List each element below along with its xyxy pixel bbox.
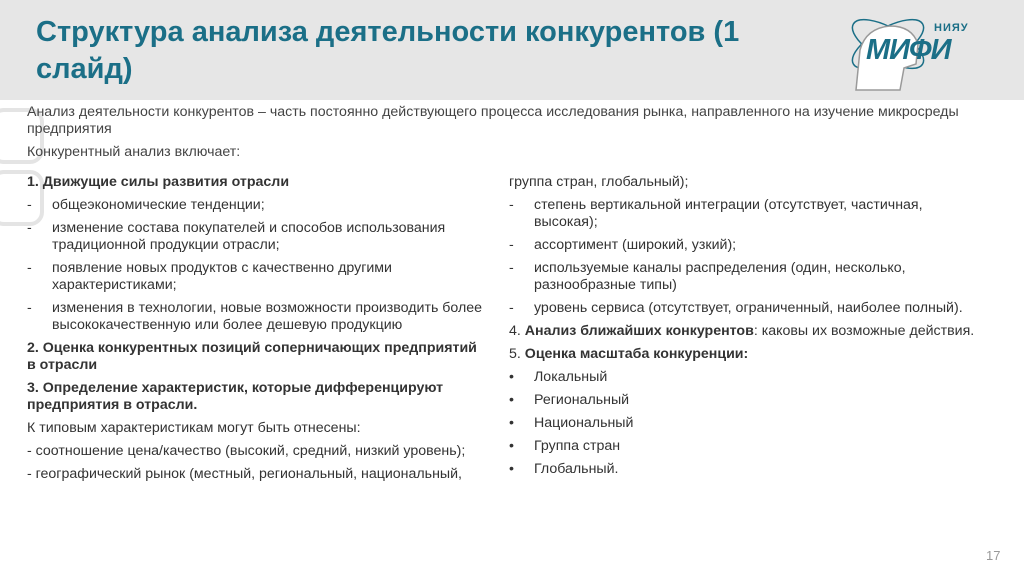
point-4-rest: : каковы их возможные действия.: [753, 323, 975, 339]
list-item: - используемые каналы распределения (один, несколько, разнообразные типы): [509, 260, 989, 294]
list-item: - уровень сервиса (отсутствует, ограниченный, наиболее полный).: [509, 300, 989, 317]
continuation-line: группа стран, глобальный);: [509, 174, 689, 190]
point-5-bold: Оценка масштаба конкуренции:: [524, 346, 749, 362]
typical-lead: К типовым характеристикам могут быть отнесены:: [27, 420, 361, 436]
char-line: - географический рынок (местный, региональный, национальный,: [27, 466, 462, 482]
bullet-text: Группа стран: [534, 438, 621, 454]
bullet-item: • Национальный: [509, 415, 634, 431]
point-4-bold: Анализ ближайших конкурентов: [524, 323, 754, 339]
slide-title: Структура анализа деятельности конкурентов (1 слайд): [36, 16, 740, 85]
right-column: [509, 174, 989, 484]
page-number: 17: [986, 548, 1001, 563]
logo-text-big: МИФИ: [866, 34, 951, 66]
bullet-text: Глобальный.: [534, 461, 619, 477]
list-item-text: появление новых продуктов с качественно другими характеристиками;: [52, 260, 392, 293]
bullet-text: Локальный: [534, 369, 608, 385]
point-4: [509, 323, 989, 340]
bullet-item: • Локальный: [509, 369, 608, 385]
list-item-text: изменение состава покупателей и способов использования традиционной продукции отрасли;: [52, 220, 446, 253]
bullet-text: Региональный: [534, 392, 630, 408]
list-item-text: используемые каналы распределения (один, несколько, разнообразные типы): [534, 260, 906, 293]
list-item: - появление новых продуктов с качественно другими характеристиками;: [27, 260, 489, 294]
bullet-text: Национальный: [534, 415, 634, 431]
list-item-text: изменения в технологии, новые возможности производить более высококачественную или более дешевую продукцию: [52, 300, 483, 333]
point-5-num: 5.: [509, 346, 525, 362]
list-item: - изменение состава покупателей и способов использования традиционной продукции отрасли;: [27, 220, 489, 254]
heading-1: 1. Движущие силы развития отрасли: [27, 174, 290, 190]
bullet-item: • Глобальный.: [509, 461, 619, 477]
logo-text-small: НИЯУ: [934, 22, 969, 34]
list-item: - общеэкономические тенденции;: [27, 197, 489, 214]
heading-2: 2. Оценка конкурентных позиций соперничающих предприятий в отрасли: [27, 340, 477, 373]
heading-3: 3. Определение характеристик, которые дифференцируют предприятия в отрасли.: [27, 380, 444, 413]
bullet-item: • Группа стран: [509, 438, 621, 454]
intro-paragraph: Анализ деятельности конкурентов – часть постоянно действующего процесса исследования рынка, направленного на изучение микросреды предприятия: [27, 104, 959, 137]
intro-lead: Конкурентный анализ включает:: [27, 144, 241, 160]
point-4-num: 4.: [509, 323, 525, 339]
list-item: - ассортимент (широкий, узкий);: [509, 237, 989, 254]
list-item: - изменения в технологии, новые возможности производить более высококачественную или более дешевую продукцию: [27, 300, 489, 334]
list-item-text: степень вертикальной интеграции (отсутствует, частичная, высокая);: [534, 197, 923, 230]
char-line: - соотношение цена/качество (высокий, средний, низкий уровень);: [27, 443, 466, 459]
bullet-item: • Региональный: [509, 392, 630, 408]
list-item-text: уровень сервиса (отсутствует, ограниченный, наиболее полный).: [534, 300, 963, 316]
point-5: [509, 346, 989, 363]
list-item-text: ассортимент (широкий, узкий);: [534, 237, 737, 253]
left-column: [27, 174, 489, 489]
intro-block: [27, 104, 992, 167]
list-item: - степень вертикальной интеграции (отсутствует, частичная, высокая);: [509, 197, 989, 231]
list-item-text: общеэкономические тенденции;: [52, 197, 265, 213]
